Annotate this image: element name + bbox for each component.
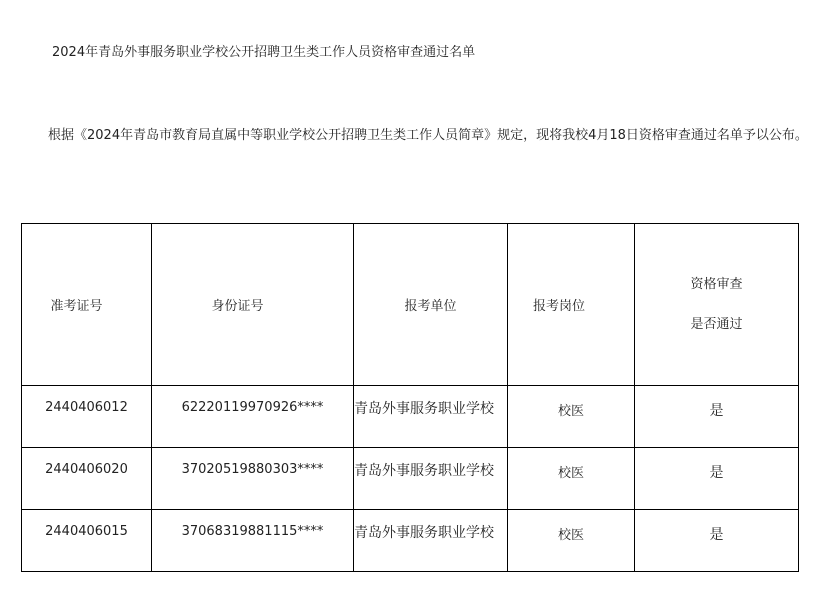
cell-post: 校医: [508, 386, 635, 448]
header-pass-label: [635, 275, 798, 335]
cell-pass: 是: [635, 448, 799, 510]
table-header-row: [22, 224, 799, 386]
header-exam-no: [22, 224, 152, 386]
table-row: [22, 510, 799, 572]
table-row: [22, 448, 799, 510]
header-unit-label: 报考单位: [404, 299, 457, 314]
cell-exam-no: 2440406012: [22, 386, 152, 448]
cell-post: 校医: [508, 448, 635, 510]
header-unit: [354, 224, 508, 386]
header-pass: [635, 224, 799, 386]
header-post: [508, 224, 635, 386]
header-post-label: 报考岗位: [532, 299, 585, 314]
cell-pass: 是: [635, 510, 799, 572]
cell-pass: 是: [635, 386, 799, 448]
cell-unit: 青岛外事服务职业学校: [354, 386, 508, 448]
cell-exam-no: 2440406015: [22, 510, 152, 572]
page-title: 2024年青岛外事服务职业学校公开招聘卫生类工作人员资格审查通过名单: [52, 45, 476, 60]
header-id-no: [152, 224, 354, 386]
cell-unit: 青岛外事服务职业学校: [354, 510, 508, 572]
header-id-no-label: 身份证号: [211, 299, 264, 314]
cell-id-no: 37068319881115****: [152, 510, 354, 572]
cell-post: 校医: [508, 510, 635, 572]
cell-id-no: 37020519880303****: [152, 448, 354, 510]
table-row: [22, 386, 799, 448]
header-pass-line1: 资格审查: [690, 276, 743, 292]
header-pass-line2: 是否通过: [690, 316, 743, 332]
roster-table: [21, 223, 799, 572]
header-exam-no-label: 准考证号: [50, 299, 103, 314]
cell-unit: 青岛外事服务职业学校: [354, 448, 508, 510]
intro-paragraph: 根据《2024年青岛市教育局直属中等职业学校公开招聘卫生类工作人员简章》规定，现将我校4月18日资格审查通过名单予以公布。: [48, 128, 808, 143]
cell-id-no: 62220119970926****: [152, 386, 354, 448]
cell-exam-no: 2440406020: [22, 448, 152, 510]
